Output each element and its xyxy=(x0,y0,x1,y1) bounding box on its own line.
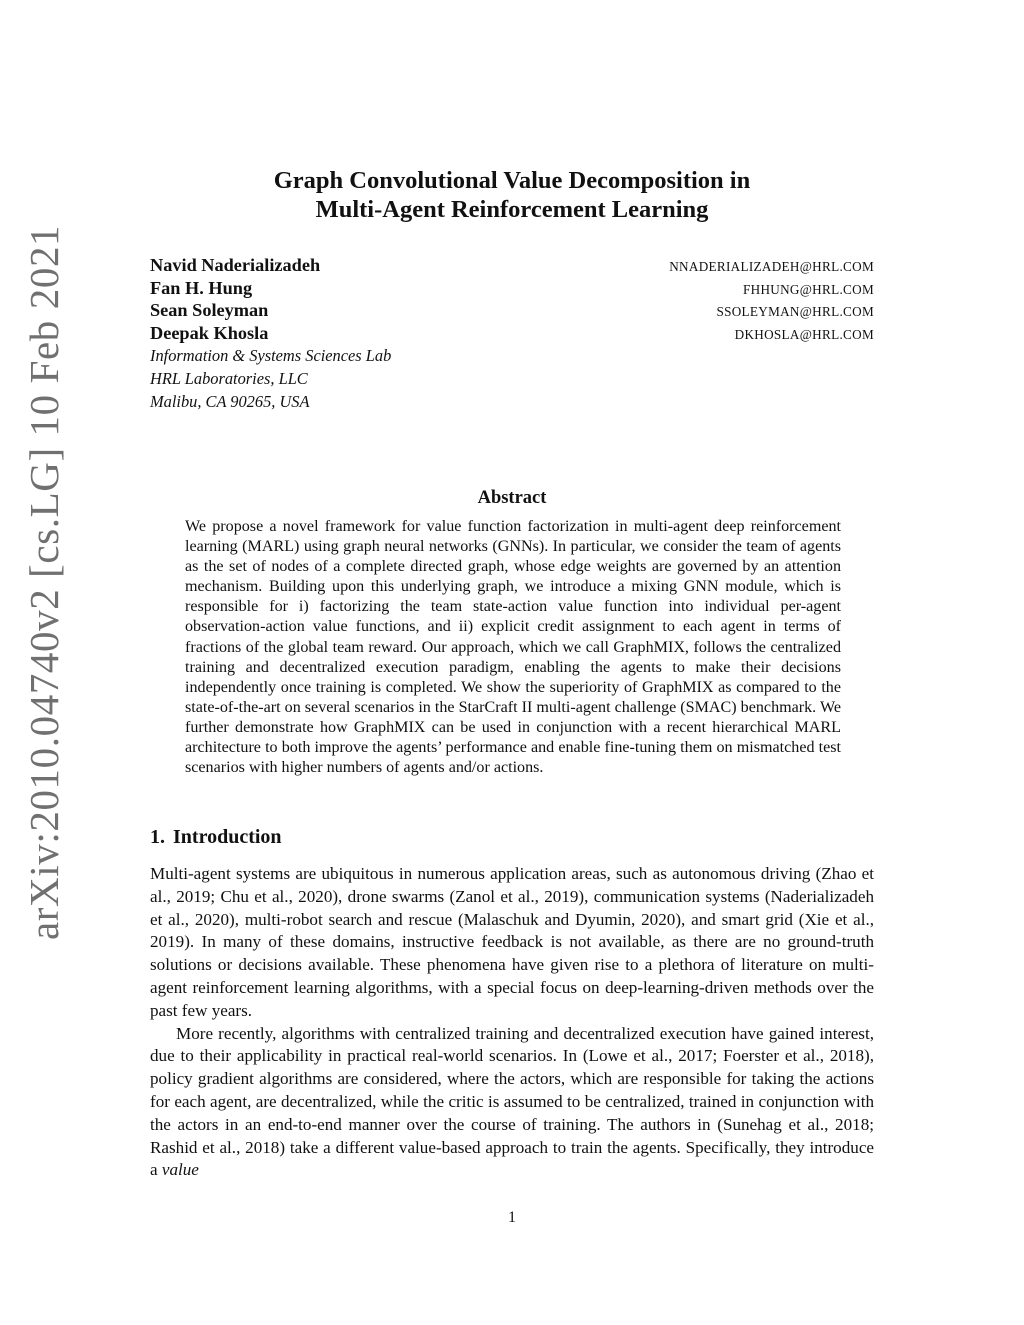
author-email[interactable]: SSOLEYMAN@HRL.COM xyxy=(716,304,874,320)
abstract-text: We propose a novel framework for value function factorization in multi-agent deep reinforcement learning (MARL) using graph neural networks (GNNs). In particular, we consider the team of agents as the set of nodes of a complete directed graph, whose edge weights are governed by an attention mechanism. Building upon this underlying graph, we introduce a mixing GNN module, which is responsible for i) factorizing the team state-action value function into individual per-agent observation-action value functions, and ii) explicit credit assignment to each agent in terms of fractions of the global team reward. Our approach, which we call GraphMIX, follows the centralized training and decentralized execution paradigm, enabling the agents to make their decisions independently once training is completed. We show the superiority of GraphMIX as compared to the state-of-the-art on several scenarios in the StarCraft II multi-agent challenge (SMAC) benchmark. We further demonstrate how GraphMIX can be used in conjunction with a recent hierarchical MARL architecture to both improve the agents’ performance and enable fine-tuning them on mismatched test scenarios with higher numbers of agents and/or actions. xyxy=(185,518,841,777)
author-row xyxy=(150,323,874,346)
italic-word: value xyxy=(161,1160,199,1180)
affiliation-line: Malibu, CA 90265, USA xyxy=(150,391,310,411)
author-name: Deepak Khosla xyxy=(150,322,269,343)
author-email[interactable]: DKHOSLA@HRL.COM xyxy=(734,326,874,342)
author-row xyxy=(150,255,874,278)
affiliation-line: Information & Systems Sciences Lab xyxy=(150,346,392,366)
author-row xyxy=(150,300,874,323)
author-row xyxy=(150,278,874,301)
author-name: Navid Naderializadeh xyxy=(150,255,321,275)
paragraph-text: More recently, algorithms with centralized training and decentralized execution have gained interest, due to their applicability in practical real-world scenarios. In (Lowe et al., 2017; Foerster et al., 2018), policy gradient algorithms are considered, where the actors, which are responsible for taking the actions for each agent, are decentralized, while the critic is assumed to be centralized, trained in conjunction with the actors in an end-to-end manner over the course of training. The authors in (Sunehag et al., 2018; Rashid et al., 2018) take a different value-based approach to train the agents. Specifically, they introduce a xyxy=(150,1023,874,1180)
title-line-1: Graph Convolutional Value Decomposition in xyxy=(273,167,751,194)
section-title: Introduction xyxy=(173,826,282,848)
affiliation-line: HRL Laboratories, LLC xyxy=(150,368,308,388)
author-email[interactable]: FHHUNG@HRL.COM xyxy=(742,281,874,297)
body-text xyxy=(150,863,874,1182)
author-name: Sean Soleyman xyxy=(150,300,269,321)
section-heading xyxy=(150,826,282,849)
abstract-heading: Abstract xyxy=(477,488,547,508)
section-number: 1. xyxy=(150,826,165,848)
author-name: Fan H. Hung xyxy=(150,277,253,298)
paragraph xyxy=(150,1023,874,1183)
title-line-2: Multi-Agent Reinforcement Learning xyxy=(315,196,709,223)
author-email[interactable]: NNADERIALIZADEH@HRL.COM xyxy=(669,259,874,274)
paper-title xyxy=(150,166,874,224)
paragraph: Multi-agent systems are ubiquitous in numerous application areas, such as autonomous driving (Zhao et al., 2019; Chu et al., 2020), drone swarms (Zanol et al., 2019), communication systems (Naderializadeh et al., 2020), multi-robot search and rescue (Malaschuk and Dyumin, 2020), and smart grid (Xie et al., 2019). In many of these domains, instructive feedback is not available, as there are no ground-truth solutions or decisions available. These phenomena have given rise to a plethora of literature on multi-agent reinforcement learning algorithms, with a special focus on deep-learning-driven methods over the past few years. xyxy=(150,864,874,1020)
page-number: 1 xyxy=(508,1209,516,1226)
arxiv-identifier: arXiv:2010.04740v2 [cs.LG] 10 Feb 2021 xyxy=(21,224,67,940)
author-block xyxy=(150,255,874,413)
